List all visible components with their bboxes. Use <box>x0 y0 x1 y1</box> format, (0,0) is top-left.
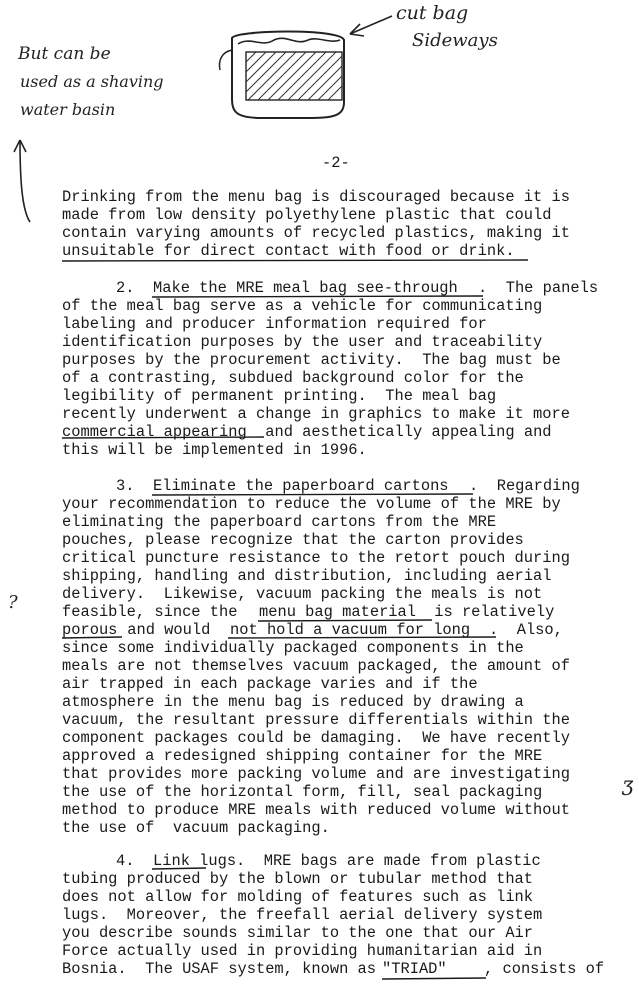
paragraph-4-line-6: Force actually used in providing humanitarian aid in <box>62 942 543 960</box>
paragraph-4-line-5: you describe sounds similar to the one that our Air <box>62 924 534 942</box>
paragraph-3-line-9b: and would <box>118 621 220 639</box>
paragraph-3-line-13: atmosphere in the menu bag is reduced by drawing a <box>62 693 524 711</box>
paragraph-3-line-9c: not hold a vacuum for long <box>230 621 471 639</box>
paragraph-4-line-7c: , consists of <box>484 960 605 978</box>
annotation-water-basin: water basin <box>20 100 116 119</box>
paragraph-4-line-7b: "TRIAD" <box>382 960 447 978</box>
paragraph-3-line-19: method to produce MRE meals with reduced volume without <box>62 801 570 819</box>
paragraph-4-number: 4. <box>116 852 135 870</box>
paragraph-4-line-4: lugs. Moreover, the freefall aerial delivery system <box>62 906 543 924</box>
paragraph-2-number: 2. <box>116 279 135 297</box>
paragraph-4-heading: Link lugs <box>153 852 237 870</box>
paragraph-3-number: 3. <box>116 477 135 495</box>
paragraph-2-line-7: legibility of permanent printing. The meal bag <box>62 387 497 405</box>
annotation-sideways: Sideways <box>412 30 498 51</box>
paragraph-3-line-2: your recommendation to reduce the volume of the MRE by <box>62 495 561 513</box>
paragraph-3-line-9a: porous <box>62 621 118 639</box>
paragraph-2-line-9b: and aesthetically appealing and <box>256 423 552 441</box>
paragraph-4-line-1: . MRE bags are made from plastic <box>236 852 541 870</box>
paragraph-2-line-2: of the meal bag serve as a vehicle for communicating <box>62 297 543 315</box>
paragraph-4-line-7a: Bosnia. The USAF system, known as <box>62 960 386 978</box>
paragraph-3-line-20: the use of vacuum packaging. <box>62 819 330 837</box>
margin-question-mark: ? <box>8 592 18 613</box>
paragraph-2-line-5: purposes by the procurement activity. The bag must be <box>62 351 561 369</box>
paragraph-4-line-3: does not allow for molding of features such as link <box>62 888 534 906</box>
paragraph-1-line-3: contain varying amounts of recycled plastics, making it <box>62 224 570 242</box>
paragraph-1-line-2: made from low density polyethylene plastic that could <box>62 206 552 224</box>
paragraph-3-line-8a: feasible, since the <box>62 603 247 621</box>
paragraph-2-line-3: labeling and producer information required for <box>62 315 487 333</box>
paragraph-2-line-8: recently underwent a change in graphics to make it more <box>62 405 570 423</box>
paragraph-2-line-10: this will be implemented in 1996. <box>62 441 367 459</box>
paragraph-3-line-14: vacuum, the resultant pressure differentials within the <box>62 711 570 729</box>
paragraph-3-line-4: pouches, please recognize that the carton provides <box>62 531 524 549</box>
paragraph-3-line-6: shipping, handling and distribution, including aerial <box>62 567 552 585</box>
paragraph-1-line-1: Drinking from the menu bag is discouraged because it is <box>62 188 570 206</box>
paragraph-3-line-11: meals are not themselves vacuum packaged, the amount of <box>62 657 570 675</box>
paragraph-3-line-15: component packages could be damaging. We have recently <box>62 729 570 747</box>
paragraph-3-line-18: the use of the horizontal form, fill, seal packaging <box>62 783 543 801</box>
annotation-shaving: used as a shaving <box>20 72 164 91</box>
annotation-cut-bag: cut bag <box>396 2 469 24</box>
paragraph-3-line-17: that provides more packing volume and are investigating <box>62 765 570 783</box>
paragraph-2-line-9a: commercial appearing <box>62 423 247 441</box>
paragraph-3-line-16: approved a redesigned shipping container for the MRE <box>62 747 543 765</box>
paragraph-2-line-6: of a contrasting, subdued background color for the <box>62 369 524 387</box>
paragraph-3-line-5: critical puncture resistance to the retort pouch during <box>62 549 570 567</box>
paragraph-3-line-3: eliminating the paperboard cartons from the MRE <box>62 513 497 531</box>
paragraph-3-line-10: since some individually packaged components in the <box>62 639 524 657</box>
page-number: -2- <box>322 154 350 172</box>
paragraph-4-line-2: tubing produced by the blown or tubular method that <box>62 870 534 888</box>
paragraph-2-line-4: identification purposes by the user and traceability <box>62 333 543 351</box>
paragraph-3-heading: Eliminate the paperboard cartons <box>153 477 449 495</box>
paragraph-2-line-1: . The panels <box>478 279 599 297</box>
paragraph-3-line-9d: . Also, <box>489 621 563 639</box>
paragraph-3-line-8b: menu bag material <box>259 603 417 621</box>
paragraph-3-line-12: air trapped in each package varies and if the <box>62 675 478 693</box>
paragraph-3-line-1: . Regarding <box>469 477 580 495</box>
paragraph-1-line-4: unsuitable for direct contact with food or drink. <box>62 242 515 260</box>
paragraph-2-heading: Make the MRE meal bag see-through <box>153 279 458 297</box>
annotation-but-can-be: But can be <box>18 44 111 64</box>
paragraph-3-line-7: delivery. Likewise, vacuum packing the meals is not <box>62 585 543 603</box>
margin-right-mark: Ʒ <box>622 776 634 800</box>
paragraph-3-line-8c: is relatively <box>425 603 555 621</box>
